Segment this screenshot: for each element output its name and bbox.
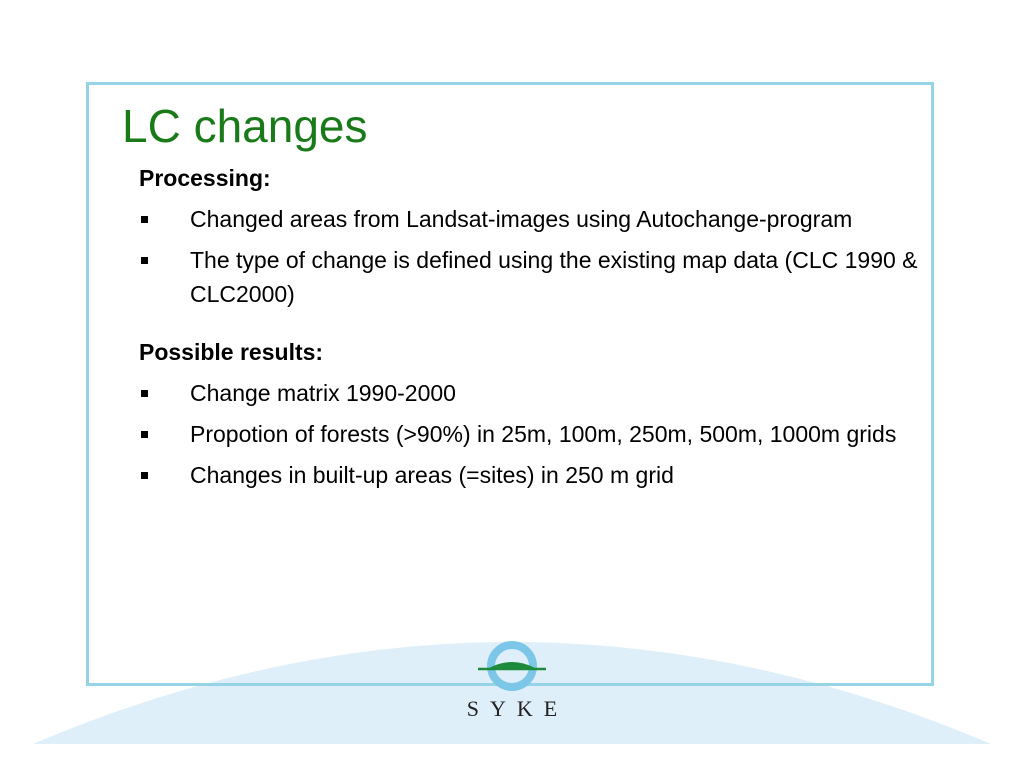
square-bullet-icon <box>141 390 148 397</box>
processing-list <box>139 202 919 311</box>
syke-logo-text: SYKE <box>466 696 569 721</box>
results-list <box>139 376 919 492</box>
list-item <box>139 458 919 492</box>
list-item-text: Changed areas from Landsat-images using Autochange-program <box>190 206 853 232</box>
square-bullet-icon <box>141 431 148 438</box>
syke-emblem-icon <box>476 638 548 694</box>
results-heading: Possible results: <box>139 339 324 365</box>
square-bullet-icon <box>141 216 148 223</box>
square-bullet-icon <box>141 472 148 479</box>
processing-heading: Processing: <box>139 165 271 191</box>
list-item <box>139 202 919 236</box>
results-section <box>139 335 919 492</box>
slide-title: LC changes <box>122 100 368 152</box>
list-item-text: Change matrix 1990-2000 <box>190 380 456 406</box>
list-item-text: Propotion of forests (>90%) in 25m, 100m, 250m, 500m, 1000m grids <box>190 421 897 447</box>
list-item <box>139 417 919 451</box>
list-item-text: Changes in built-up areas (=sites) in 250 m grid <box>190 462 674 488</box>
processing-section <box>139 161 919 311</box>
list-item <box>139 243 919 311</box>
list-item <box>139 376 919 410</box>
slide-content <box>139 161 919 492</box>
list-item-text: The type of change is defined using the existing map data (CLC 1990 & CLC2000) <box>190 247 918 307</box>
square-bullet-icon <box>141 257 148 264</box>
syke-logo <box>452 638 572 728</box>
